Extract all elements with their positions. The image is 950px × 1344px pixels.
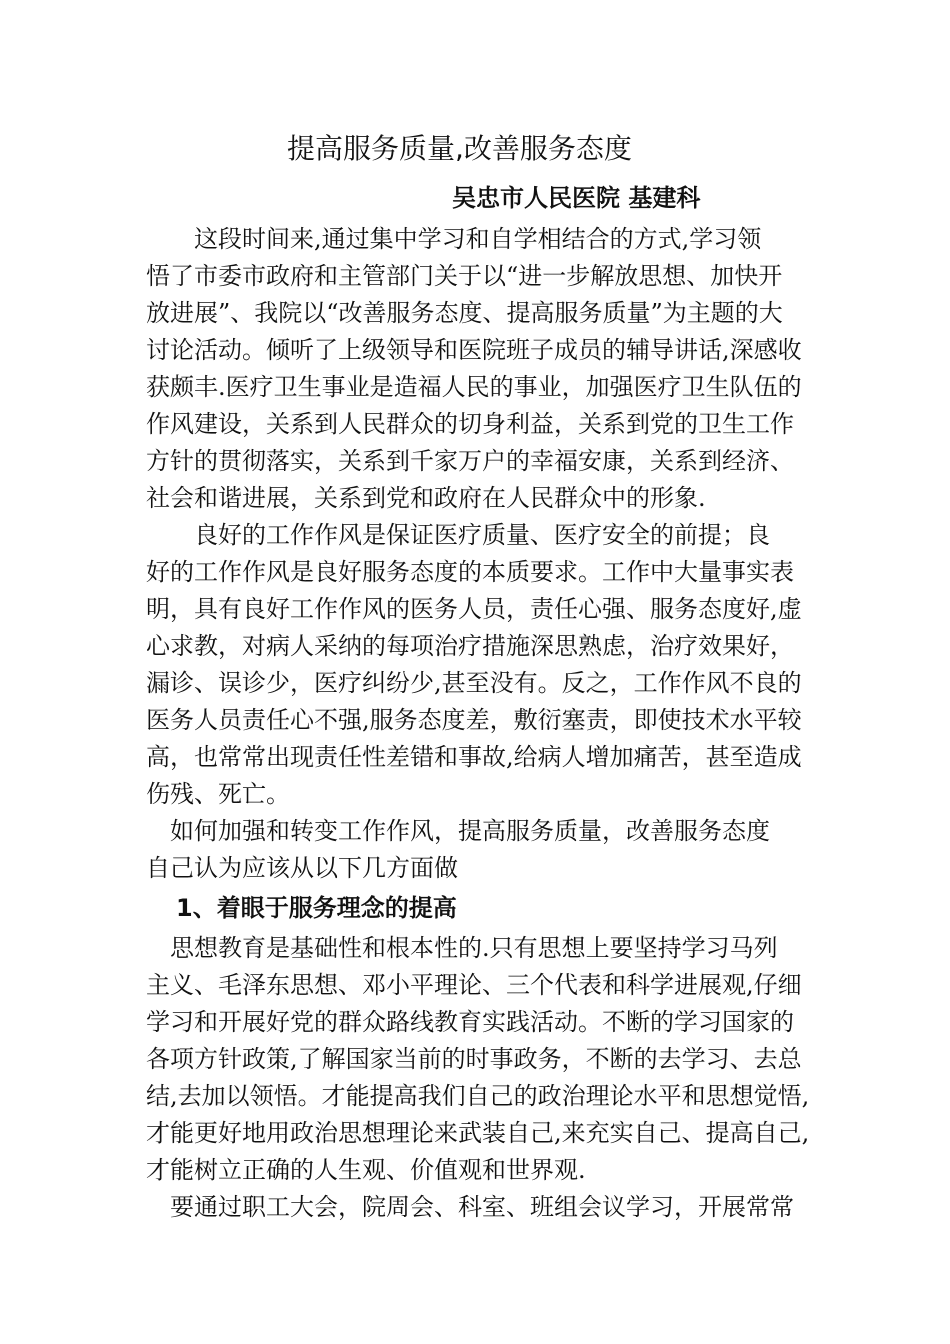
body-line: 获颇丰.医疗卫生事业是造福人民的事业，加强医疗卫生队伍的: [146, 373, 802, 401]
body-line: 好的工作作风是良好服务态度的本质要求。工作中大量事实表: [146, 558, 794, 586]
body-line: 才能更好地用政治思想理论来武装自己,来充实自己、提高自己,: [146, 1119, 810, 1147]
body-line: 如何加强和转变工作作风，提高服务质量，改善服务态度: [146, 817, 770, 845]
body-line: 伤残、死亡。: [146, 780, 290, 808]
body-line: 作风建设，关系到人民群众的切身利益，关系到党的卫生工作: [146, 410, 794, 438]
body-line: 社会和谐进展，关系到党和政府在人民群众中的形象.: [146, 484, 706, 512]
body-line: 高，也常常出现责任性差错和事故,给病人增加痛苦，甚至造成: [146, 743, 802, 771]
body-line: 漏诊、误诊少，医疗纠纷少,甚至没有。反之，工作作风不良的: [146, 669, 802, 697]
body-line: 讨论活动。倾听了上级领导和医院班子成员的辅导讲话,深感收: [146, 336, 802, 364]
body-line: 要通过职工大会，院周会、科室、班组会议学习，开展常常: [146, 1193, 794, 1221]
body-line: 放进展”、我院以“改善服务态度、提高服务质量”为主题的大: [146, 299, 783, 327]
body-line: 自己认为应该从以下几方面做: [146, 854, 458, 882]
author-line: 吴忠市人民医院 基建科: [452, 184, 701, 212]
body-line: 医务人员责任心不强,服务态度差，敷衍塞责，即使技术水平较: [146, 706, 802, 734]
body-line: 良好的工作作风是保证医疗质量、医疗安全的前提；良: [146, 521, 770, 549]
body-line: 方针的贯彻落实，关系到千家万户的幸福安康，关系到经济、: [146, 447, 794, 475]
body-line: 各项方针政策,了解国家当前的时事政务，不断的去学习、去总: [146, 1045, 802, 1073]
body-line: 这段时间来,通过集中学习和自学相结合的方式,学习领: [146, 225, 762, 253]
body-line: 结,去加以领悟。才能提高我们自己的政治理论水平和思想觉悟,: [146, 1082, 810, 1110]
body-line: 明，具有良好工作作风的医务人员，责任心强、服务态度好,虚: [146, 595, 802, 623]
body-line: 悟了市委市政府和主管部门关于以“进一步解放思想、加快开: [146, 262, 783, 290]
body-line: 才能树立正确的人生观、价值观和世界观.: [146, 1156, 586, 1184]
body-line: 学习和开展好党的群众路线教育实践活动。不断的学习国家的: [146, 1008, 794, 1036]
body-line: 思想教育是基础性和根本性的.只有思想上要坚持学习马列: [146, 934, 778, 962]
body-line: 主义、毛泽东思想、邓小平理论、三个代表和科学进展观,仔细: [146, 971, 802, 999]
body-line: 心求教，对病人采纳的每项治疗措施深思熟虑，治疗效果好，: [146, 632, 794, 660]
document-title: 提高服务质量,改善服务态度: [287, 132, 632, 165]
section-heading: 1、着眼于服务理念的提高: [176, 894, 457, 922]
